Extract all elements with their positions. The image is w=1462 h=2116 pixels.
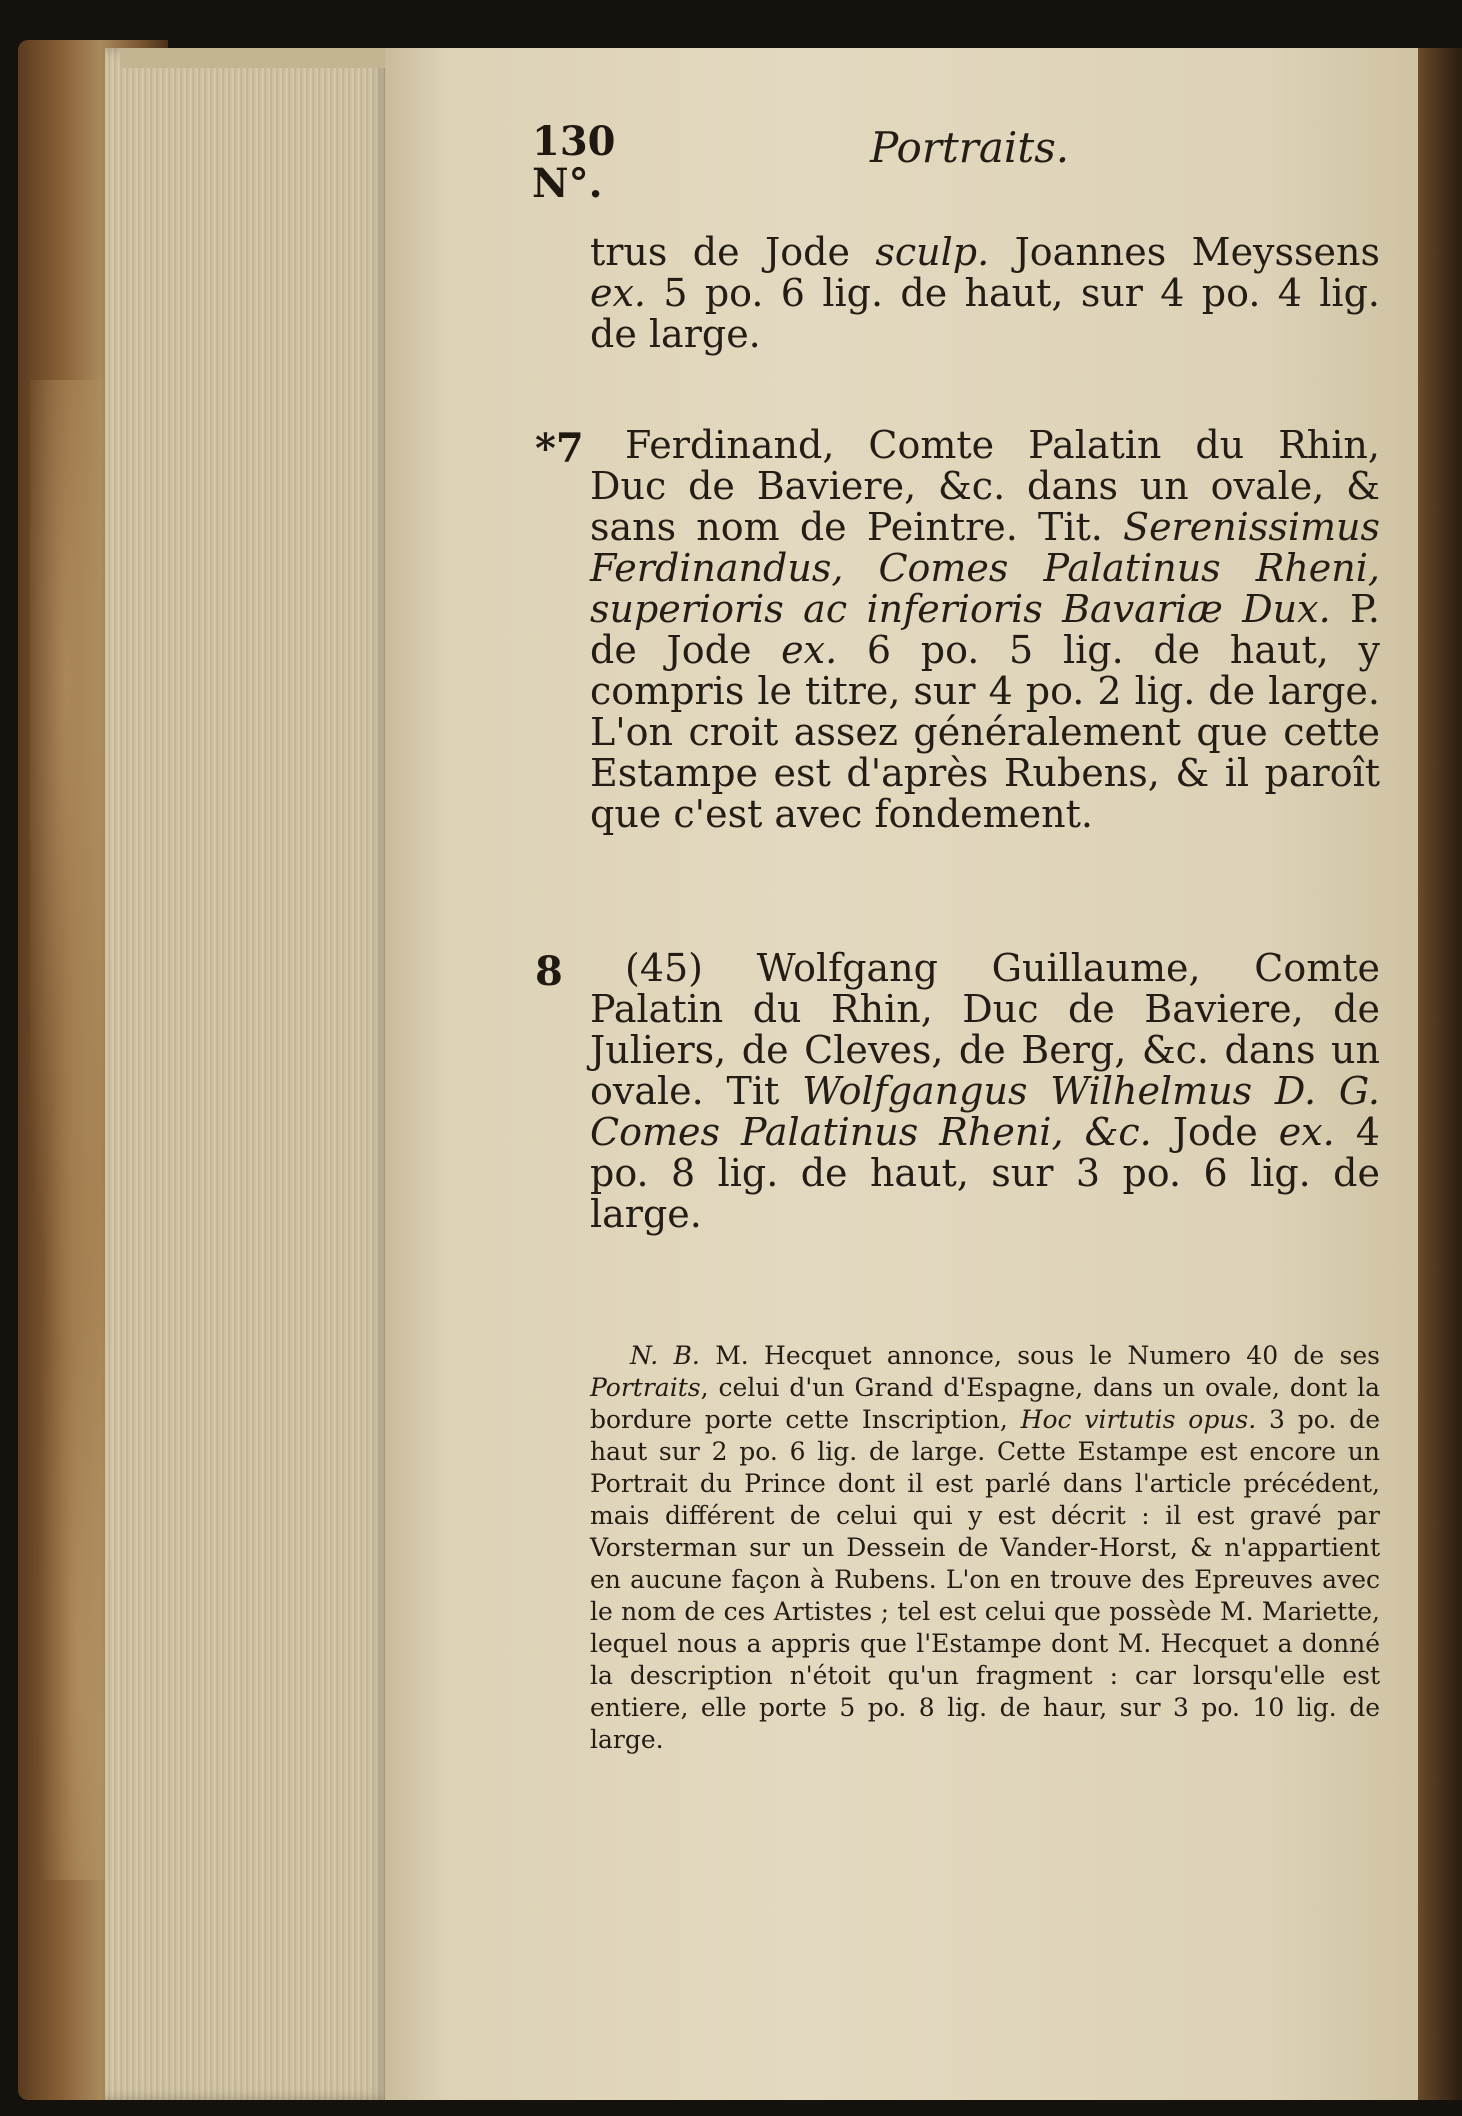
entry-8-text-e: 4 po. 8 lig. de haut, sur 3 po. 6 lig. de large. <box>590 1110 1380 1236</box>
entry-7-text-c: P. de Jode <box>590 587 1380 672</box>
note-text-c: , celui d'un Grand d'Espagne, dans un ovale, dont la bordure porte cette Inscription, <box>590 1373 1380 1434</box>
continuation-text-a: trus de Jode <box>590 230 876 274</box>
nota-bene-note <box>590 1340 1380 1756</box>
continuation-paragraph <box>590 232 1380 355</box>
running-title: Portraits. <box>870 123 1070 172</box>
entry-7-number: *7 <box>535 425 584 472</box>
continuation-text-b: sculp. <box>875 230 990 274</box>
note-text-a: M. Hecquet annonce, sous le Numero 40 de ses <box>699 1341 1380 1370</box>
page-number: 130 <box>532 118 616 165</box>
entry-8-text-a: (45) Wolfgang Guillaume, Comte Palatin du Rhin, Duc de Baviere, de Juliers, de Cleves, de Berg, &c. dans un ovale. Tit <box>590 946 1380 1113</box>
continuation-text-e: 5 po. 6 lig. de haut, sur 4 po. 4 lig. de large. <box>590 271 1380 356</box>
entry-8-paragraph <box>590 948 1380 1235</box>
note-text-e: 3 po. de haut sur 2 po. 6 lig. de large. Cette Estampe est encore un Portrait du Prince dont il est parlé dans l'article précédent, mais différent de celui qui y est décrit : il est gravé par Vorsterman sur un Dessein de Vander-Horst, & n'appartient en aucune façon à Rubens. L'on en trouve des Epreuves avec le nom de ces Artistes ; tel est celui que possède M. Mariette, lequel nous a appris que l'Estampe dont M. Hecquet a donné la description n'étoit qu'un fragment : car lorsqu'elle est entiere, elle porte 5 po. 8 lig. de haur, sur 3 po. 10 lig. de large. <box>590 1405 1381 1754</box>
page-block-edges <box>105 48 390 2100</box>
entry-8-text-c: Jode <box>1151 1110 1279 1154</box>
entry-7-text-a: Ferdinand, Comte Palatin du Rhin, Duc de Baviere, &c. dans un ovale, & sans nom de Peintre. Tit. <box>590 423 1380 549</box>
entry-8-text-b: Wolfgangus Wilhelmus D. G. Comes Palatinus Rheni, &c. <box>590 1069 1380 1154</box>
note-text-b: Portraits <box>590 1373 701 1402</box>
entry-7-paragraph <box>590 425 1380 835</box>
continuation-text-c: Joannes Meyssens <box>989 230 1380 274</box>
continuation-text-d: ex. <box>590 271 646 315</box>
entry-7-text-d: ex. <box>781 628 838 672</box>
page-block-top <box>120 48 390 68</box>
facing-page-edge <box>1418 48 1462 2100</box>
entry-7-text-b: Serenissimus Ferdinandus, Comes Palatinus Rheni, superioris ac inferioris Bavariæ Dux. <box>590 505 1380 631</box>
entry-8-number: 8 <box>535 948 563 995</box>
note-text-d: Hoc virtutis opus. <box>1020 1405 1257 1434</box>
note-label: N. B. <box>630 1341 700 1370</box>
entry-8-text-d: ex. <box>1278 1110 1335 1154</box>
entry-7-text-e: 6 po. 5 lig. de haut, y compris le titre, sur 4 po. 2 lig. de large. L'on croit assez généralement que cette Estampe est d'après Rubens, & il paroît que c'est avec fondement. <box>590 628 1380 836</box>
number-column-label: N°. <box>532 160 603 207</box>
